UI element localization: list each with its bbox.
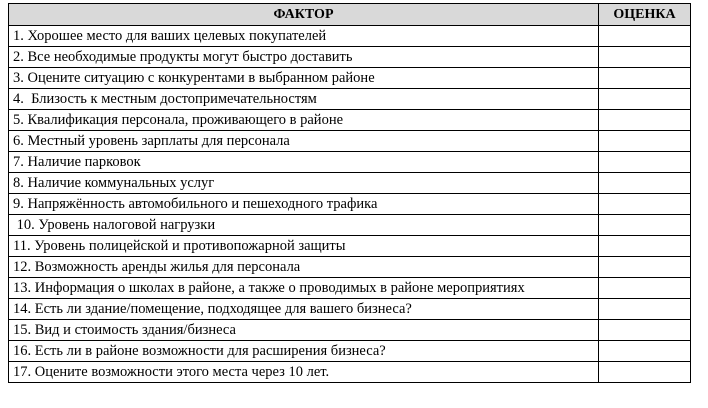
rating-cell[interactable] — [599, 110, 691, 131]
table-row — [9, 278, 691, 299]
rating-cell[interactable] — [599, 362, 691, 383]
table-row — [9, 236, 691, 257]
header-factor[interactable]: ФАКТОР — [9, 4, 599, 26]
factor-cell[interactable]: 10. Уровень налоговой нагрузки — [9, 215, 599, 236]
table-row — [9, 89, 691, 110]
rating-cell[interactable] — [599, 131, 691, 152]
table-row — [9, 299, 691, 320]
table-row — [9, 152, 691, 173]
rating-cell[interactable] — [599, 320, 691, 341]
spreadsheet-table-container — [8, 3, 691, 383]
rating-cell[interactable] — [599, 68, 691, 89]
table-row — [9, 362, 691, 383]
factor-cell[interactable]: 13. Информация о школах в районе, а также о проводимых в районе мероприятиях — [9, 278, 599, 299]
table-row — [9, 320, 691, 341]
factor-cell[interactable]: 8. Наличие коммунальных услуг — [9, 173, 599, 194]
rating-cell[interactable] — [599, 194, 691, 215]
rating-cell[interactable] — [599, 173, 691, 194]
factor-cell[interactable]: 6. Местный уровень зарплаты для персонала — [9, 131, 599, 152]
factor-cell[interactable]: 16. Есть ли в районе возможности для расширения бизнеса? — [9, 341, 599, 362]
table-row — [9, 26, 691, 47]
rating-cell[interactable] — [599, 89, 691, 110]
table-row — [9, 341, 691, 362]
table-row — [9, 110, 691, 131]
factor-cell[interactable]: 15. Вид и стоимость здания/бизнеса — [9, 320, 599, 341]
factor-cell[interactable]: 2. Все необходимые продукты могут быстро доставить — [9, 47, 599, 68]
header-row — [9, 4, 691, 26]
factor-cell[interactable]: 5. Квалификация персонала, проживающего в районе — [9, 110, 599, 131]
rating-cell[interactable] — [599, 257, 691, 278]
factor-cell[interactable]: 14. Есть ли здание/помещение, подходящее для вашего бизнеса? — [9, 299, 599, 320]
rating-cell[interactable] — [599, 278, 691, 299]
rating-cell[interactable] — [599, 341, 691, 362]
rating-cell[interactable] — [599, 47, 691, 68]
factor-cell[interactable]: 9. Напряжённость автомобильного и пешеходного трафика — [9, 194, 599, 215]
table-row — [9, 215, 691, 236]
rating-cell[interactable] — [599, 236, 691, 257]
rating-cell[interactable] — [599, 152, 691, 173]
factor-cell[interactable]: 3. Оцените ситуацию с конкурентами в выбранном районе — [9, 68, 599, 89]
location-factors-table — [8, 3, 691, 383]
rating-cell[interactable] — [599, 215, 691, 236]
rating-cell[interactable] — [599, 26, 691, 47]
table-row — [9, 173, 691, 194]
table-row — [9, 257, 691, 278]
factor-cell[interactable]: 17. Оцените возможности этого места через 10 лет. — [9, 362, 599, 383]
header-rating[interactable]: ОЦЕНКА — [599, 4, 691, 26]
factor-cell[interactable]: 11. Уровень полицейской и противопожарной защиты — [9, 236, 599, 257]
rating-cell[interactable] — [599, 299, 691, 320]
table-row — [9, 68, 691, 89]
table-row — [9, 131, 691, 152]
table-row — [9, 47, 691, 68]
factor-cell[interactable]: 7. Наличие парковок — [9, 152, 599, 173]
table-row — [9, 194, 691, 215]
factor-cell[interactable]: 1. Хорошее место для ваших целевых покупателей — [9, 26, 599, 47]
factor-cell[interactable]: 12. Возможность аренды жилья для персонала — [9, 257, 599, 278]
factor-cell[interactable]: 4. Близость к местным достопримечательностям — [9, 89, 599, 110]
